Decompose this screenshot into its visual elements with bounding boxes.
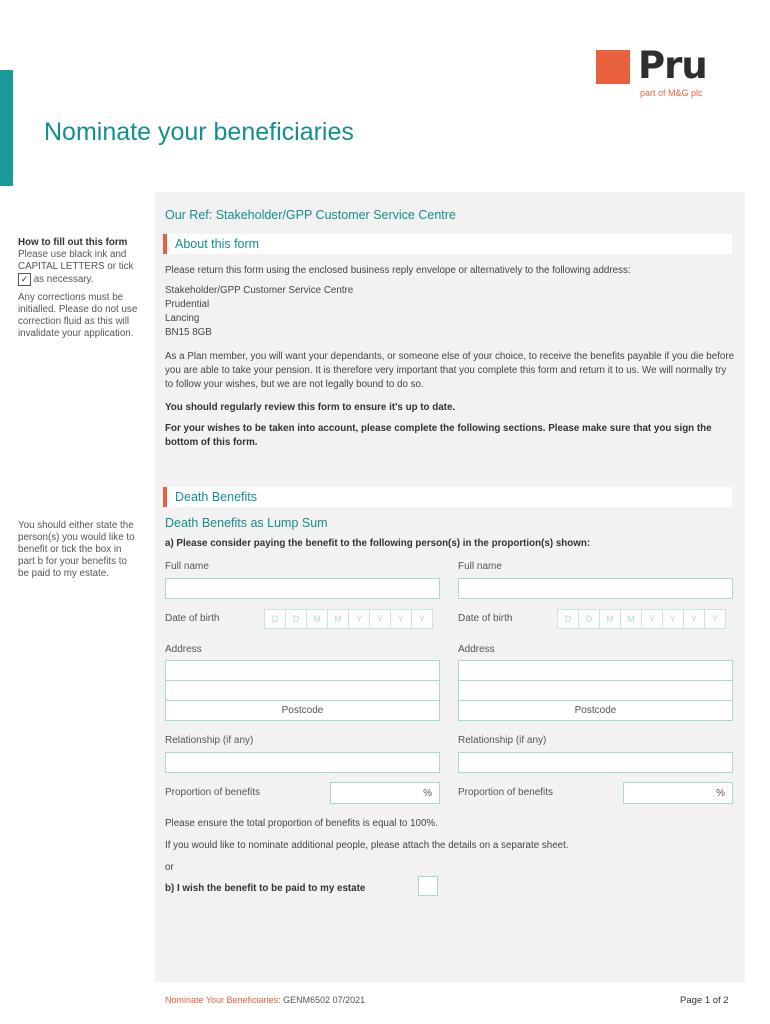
address-line: Stakeholder/GPP Customer Service Centre [165, 285, 354, 296]
postcode-label: Postcode [574, 705, 617, 716]
dob-cell[interactable]: Y [662, 609, 684, 629]
dob-cell[interactable]: Y [369, 609, 391, 629]
address-line: Lancing [165, 313, 200, 324]
address-line: BN15 8GB [165, 327, 212, 338]
address-label: Address [165, 644, 202, 655]
sidebar-instructions [18, 237, 140, 340]
full-name-input-2[interactable] [458, 578, 733, 599]
estate-checkbox[interactable] [418, 876, 438, 896]
death-heading: Death Benefits [163, 487, 732, 507]
logo-tagline: part of M&G plc [640, 88, 703, 98]
dob-cell[interactable]: Y [348, 609, 370, 629]
logo-square-icon [596, 50, 630, 84]
dob-cell[interactable]: M [306, 609, 328, 629]
footer-form-name: Nominate Your Beneficiaries: [165, 995, 281, 1005]
relationship-label: Relationship (if any) [165, 735, 254, 746]
postcode-label: Postcode [281, 705, 324, 716]
address-block [165, 284, 465, 340]
dob-cell[interactable]: D [557, 609, 579, 629]
dob-cell[interactable]: Y [411, 609, 433, 629]
how-text-2: as necessary. [33, 274, 94, 286]
about-para1: As a Plan member, you will want your dependants, or someone else of your choice, to receive the benefits payable if you die before you are able to take your pension. It is therefore very important that you complete this form and return it to us. We will normally try to follow your wishes, but we are not legally bound to do so. [165, 351, 735, 390]
percent-sign: % [716, 788, 725, 799]
address-input-line2[interactable] [458, 680, 733, 701]
corrections-note: Any corrections must be initialled. Please do not use correction fluid as this will invalidate your application. [18, 292, 138, 340]
tick-icon: ✓ [18, 273, 31, 286]
full-name-input-1[interactable] [165, 578, 440, 599]
dob-input-1[interactable] [265, 609, 433, 629]
logo-text: Pru [638, 44, 707, 87]
dob-cell[interactable]: M [599, 609, 621, 629]
address-input-line1[interactable] [458, 660, 733, 681]
dob-cell[interactable]: M [327, 609, 349, 629]
address-line: Prudential [165, 299, 210, 310]
dob-label: Date of birth [458, 613, 513, 624]
part-b-text: b) I wish the benefit to be paid to my estate [165, 883, 366, 894]
relationship-input-1[interactable] [165, 752, 440, 773]
footer-form-code: GENM6502 07/2021 [280, 995, 366, 1005]
page-title: Nominate your beneficiaries [44, 118, 354, 146]
death-subheading: Death Benefits as Lump Sum [165, 516, 328, 530]
dob-input-2[interactable] [558, 609, 726, 629]
about-para2: You should regularly review this form to ensure it's up to date. [165, 402, 456, 413]
part-a-text: a) Please consider paying the benefit to the following person(s) in the proportion(s) shown: [165, 538, 591, 549]
how-text-1: Please use black ink and CAPITAL LETTERS or tick [18, 249, 134, 272]
relationship-label: Relationship (if any) [458, 735, 547, 746]
dob-cell[interactable]: M [620, 609, 642, 629]
relationship-input-2[interactable] [458, 752, 733, 773]
dob-cell[interactable]: D [285, 609, 307, 629]
how-heading: How to fill out this form [18, 237, 128, 248]
accent-bar [0, 70, 13, 186]
total-note: Please ensure the total proportion of benefits is equal to 100%. [165, 818, 438, 829]
about-para3: For your wishes to be taken into account, please complete the following sections. Please make sure that you sign the bottom of this form. [165, 423, 712, 448]
dob-cell[interactable]: Y [683, 609, 705, 629]
dob-cell[interactable]: D [578, 609, 600, 629]
dob-cell[interactable]: Y [641, 609, 663, 629]
address-label: Address [458, 644, 495, 655]
reference: Our Ref: Stakeholder/GPP Customer Service Centre [165, 208, 456, 222]
about-heading: About this form [163, 234, 732, 254]
address-input-line1[interactable] [165, 660, 440, 681]
percent-sign: % [423, 788, 432, 799]
address-input-line2[interactable] [165, 680, 440, 701]
footer-form-ref [165, 995, 365, 1005]
proportion-label: Proportion of benefits [458, 787, 554, 798]
or-text: or [165, 862, 174, 873]
proportion-label: Proportion of benefits [165, 787, 261, 798]
additional-note: If you would like to nominate additional people, please attach the details on a separate sheet. [165, 840, 569, 851]
dob-label: Date of birth [165, 613, 220, 624]
dob-cell[interactable]: D [264, 609, 286, 629]
page-number: Page 1 of 2 [680, 995, 729, 1006]
about-intro: Please return this form using the enclosed business reply envelope or alternatively to the following address: [165, 265, 631, 276]
dob-cell[interactable]: Y [704, 609, 726, 629]
full-name-label: Full name [458, 561, 502, 572]
death-note: You should either state the person(s) you would like to benefit or tick the box in part b for your benefits to be paid to my estate. [18, 520, 135, 579]
full-name-label: Full name [165, 561, 209, 572]
dob-cell[interactable]: Y [390, 609, 412, 629]
